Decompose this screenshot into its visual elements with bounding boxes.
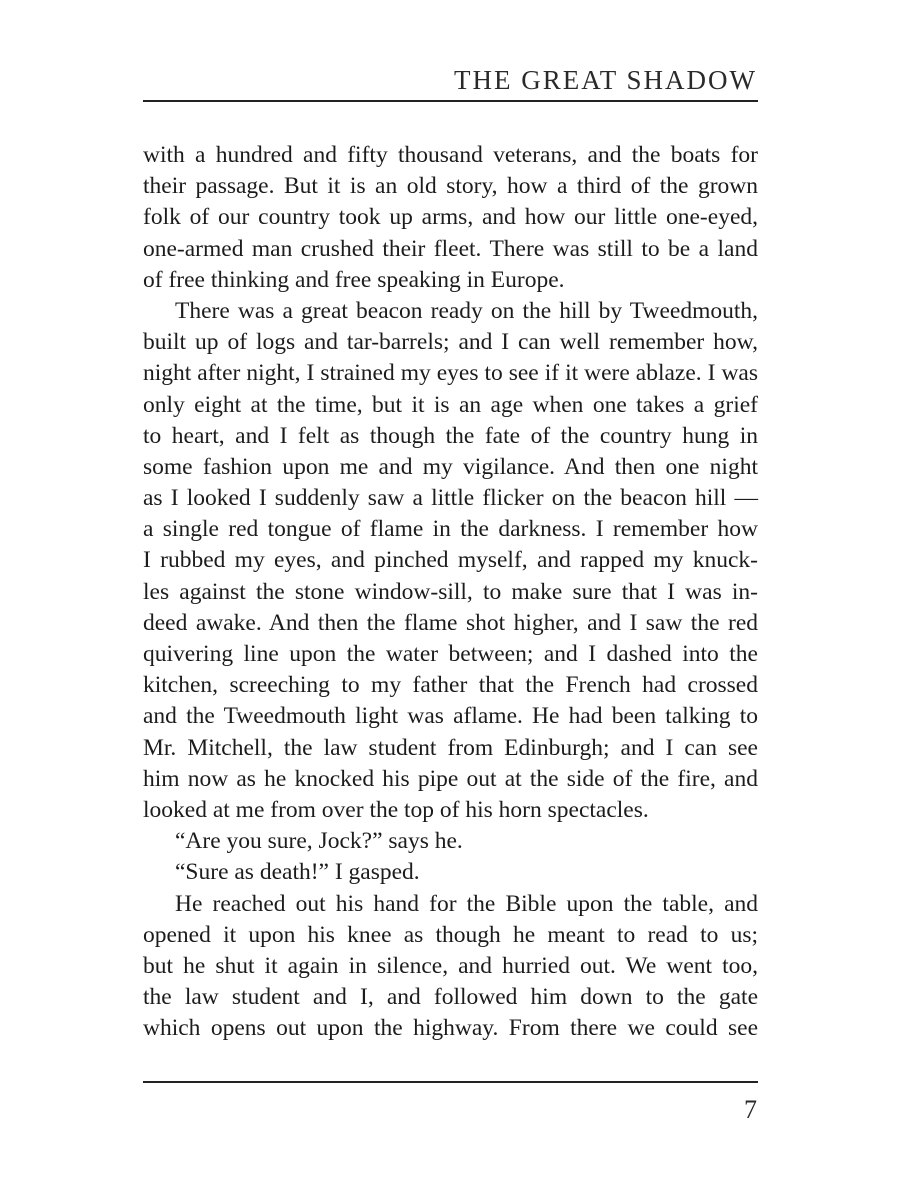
text-line: their passage. But it is an old story, how a third of the grown (143, 173, 758, 200)
text-line: night after night, I strained my eyes to see if it were ablaze. I was (143, 360, 758, 387)
text-line: folk of our country took up arms, and how our little one-eyed, (143, 204, 758, 231)
text-line: as I looked I suddenly saw a little flicker on the beacon hill — (143, 485, 758, 512)
text-line: There was a great beacon ready on the hill by Tweedmouth, (175, 297, 758, 324)
footer-rule (143, 1081, 758, 1083)
text-line: to heart, and I felt as though the fate of the country hung in (143, 422, 758, 449)
text-line: “Sure as death!” I gasped. (175, 859, 420, 886)
text-line: kitchen, screeching to my father that the French had crossed (143, 672, 758, 699)
text-line: and the Tweedmouth light was aflame. He had been talking to (143, 703, 758, 730)
body-text (143, 140, 758, 1044)
text-line: but he shut it again in silence, and hurried out. We went too, (143, 952, 758, 979)
text-line: Mr. Mitchell, the law student from Edinburgh; and I can see (143, 734, 758, 761)
text-line: the law student and I, and followed him down to the gate (143, 984, 758, 1011)
page-number: 7 (744, 1095, 757, 1124)
text-line: deed awake. And then the flame shot higher, and I saw the red (143, 609, 758, 636)
text-line: some fashion upon me and my vigilance. And then one night (143, 453, 758, 480)
text-line: which opens out upon the highway. From there we could see (143, 1015, 758, 1042)
text-line: with a hundred and fifty thousand veterans, and the boats for (143, 142, 758, 168)
text-line: one-armed man crushed their fleet. There was still to be a land (143, 235, 758, 262)
header-rule (143, 100, 758, 102)
text-line: I rubbed my eyes, and pinched myself, and rapped my knuck- (143, 547, 758, 574)
text-line: only eight at the time, but it is an age when one takes a grief (143, 391, 758, 418)
text-line: built up of logs and tar-barrels; and I can well remember how, (143, 329, 758, 356)
text-line: quivering line upon the water between; and I dashed into the (143, 641, 758, 667)
text-line: a single red tongue of flame in the darkness. I remember how (143, 516, 758, 543)
text-line: He reached out his hand for the Bible upon the table, and (175, 890, 758, 917)
text-line: opened it upon his knee as though he meant to read to us; (143, 921, 758, 948)
text-line: him now as he knocked his pipe out at the side of the fire, and (143, 765, 758, 792)
text-line: of free thinking and free speaking in Europe. (143, 266, 565, 293)
running-title: THE GREAT SHADOW (454, 65, 757, 95)
text-line: les against the stone window-sill, to make sure that I was in- (143, 578, 758, 605)
text-line: “Are you sure, Jock?” says he. (175, 828, 463, 855)
text-line: looked at me from over the top of his horn spectacles. (143, 796, 649, 823)
